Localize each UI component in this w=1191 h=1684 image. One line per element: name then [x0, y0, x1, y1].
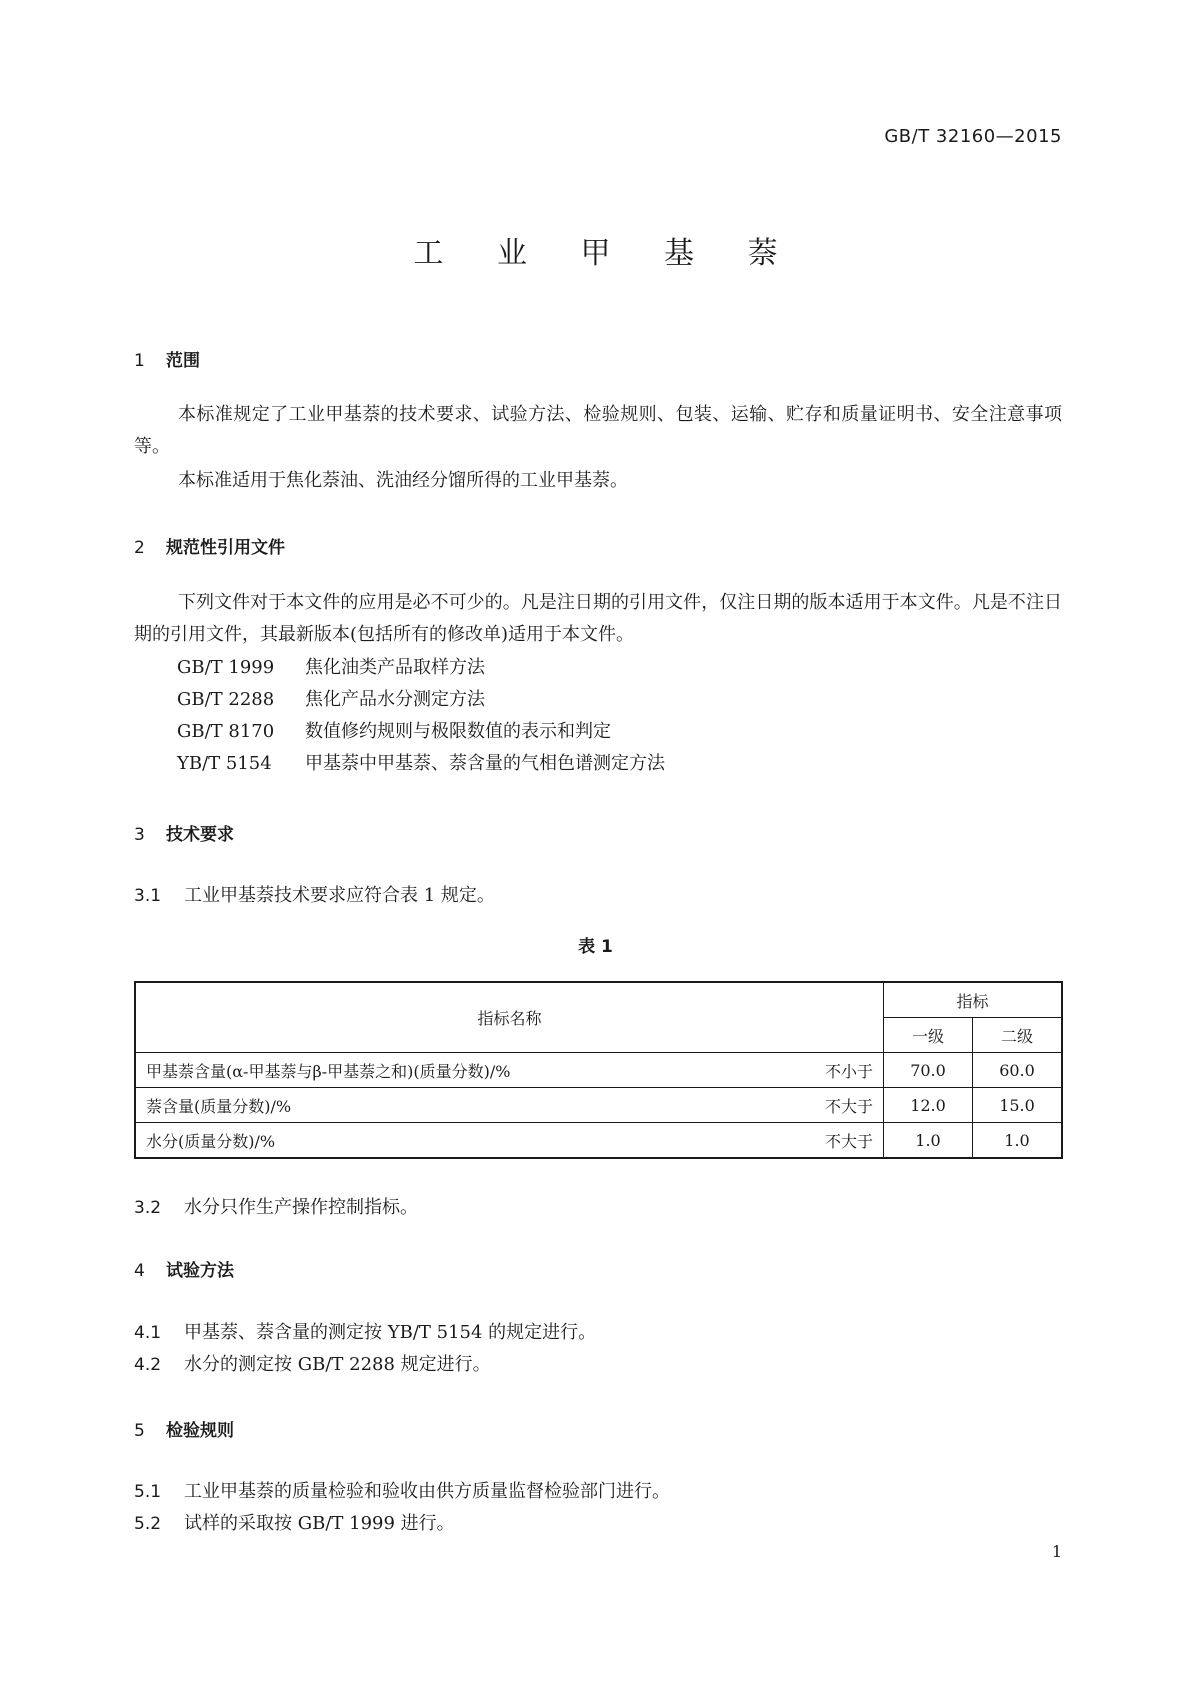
column-header-group: 指标 — [884, 982, 1063, 1018]
indicator-limit: 不大于 — [824, 1131, 873, 1151]
indicator-name-cell — [135, 1123, 884, 1159]
grade-2-value: 15.0 — [973, 1088, 1063, 1123]
clause-number: 5.2 — [134, 1514, 162, 1534]
clause-4-1 — [134, 1318, 596, 1344]
indicator-name: 水分(质量分数)/% — [146, 1131, 276, 1151]
clause-text: 工业甲基萘技术要求应符合表 1 规定。 — [184, 885, 495, 906]
section-3-heading — [134, 820, 234, 845]
section-number: 4 — [134, 1261, 145, 1281]
indicator-limit: 不大于 — [824, 1096, 873, 1116]
table-row — [135, 1088, 1062, 1123]
reference-code: YB/T 5154 — [177, 753, 272, 774]
section-title: 技术要求 — [166, 825, 234, 845]
reference-code: GB/T 8170 — [177, 721, 275, 742]
clause-number: 4.2 — [134, 1355, 162, 1375]
standard-number: GB/T 32160—2015 — [884, 126, 1062, 147]
reference-code: GB/T 2288 — [177, 689, 275, 710]
section-title: 规范性引用文件 — [166, 538, 285, 558]
reference-title: 焦化油类产品取样方法 — [305, 657, 485, 678]
grade-1-value: 12.0 — [884, 1088, 973, 1123]
section-5-heading — [134, 1416, 234, 1441]
grade-2-value: 1.0 — [973, 1123, 1063, 1159]
clause-number: 4.1 — [134, 1323, 162, 1343]
reference-item — [177, 748, 665, 780]
section-title: 试验方法 — [166, 1261, 234, 1281]
clause-5-1 — [134, 1477, 670, 1503]
clause-text: 水分的测定按 GB/T 2288 规定进行。 — [184, 1354, 491, 1375]
clause-text: 工业甲基萘的质量检验和验收由供方质量监督检验部门进行。 — [184, 1481, 670, 1502]
section-number: 2 — [134, 538, 145, 558]
column-header-name: 指标名称 — [135, 982, 884, 1053]
reference-title: 焦化产品水分测定方法 — [305, 689, 485, 710]
indicator-name: 甲基萘含量(α-甲基萘与β-甲基萘之和)(质量分数)/% — [146, 1061, 511, 1081]
clause-number: 5.1 — [134, 1482, 162, 1502]
column-header-grade-2: 二级 — [973, 1018, 1063, 1053]
reference-item — [177, 716, 611, 748]
section-1-heading — [134, 346, 200, 371]
reference-title: 数值修约规则与极限数值的表示和判定 — [305, 721, 611, 742]
column-header-grade-1: 一级 — [884, 1018, 973, 1053]
section-4-heading — [134, 1256, 234, 1281]
section-number: 1 — [134, 351, 145, 371]
page-number: 1 — [1051, 1542, 1062, 1561]
grade-2-value: 60.0 — [973, 1053, 1063, 1088]
clause-3-2 — [134, 1193, 418, 1219]
document-title: 工 业 甲 基 萘 — [413, 236, 800, 271]
reference-title: 甲基萘中甲基萘、萘含量的气相色谱测定方法 — [305, 753, 665, 774]
indicator-name: 萘含量(质量分数)/% — [146, 1096, 292, 1116]
section-2-heading — [134, 533, 285, 558]
reference-item — [177, 684, 485, 716]
indicator-name-cell — [135, 1088, 884, 1123]
table-row — [135, 1123, 1062, 1159]
reference-code: GB/T 1999 — [177, 657, 275, 678]
clause-text: 试样的采取按 GB/T 1999 进行。 — [184, 1513, 455, 1534]
clause-4-2 — [134, 1350, 491, 1376]
section-number: 3 — [134, 825, 145, 845]
section-number: 5 — [134, 1421, 145, 1441]
section-title: 范围 — [166, 351, 200, 371]
clause-number: 3.1 — [134, 886, 162, 906]
grade-1-value: 70.0 — [884, 1053, 973, 1088]
clause-5-2 — [134, 1509, 455, 1535]
indicator-limit: 不小于 — [824, 1061, 873, 1081]
section-2-paragraph-1: 下列文件对于本文件的应用是必不可少的。凡是注日期的引用文件，仅注日期的版本适用于本文件。凡是不注日期的引用文件，其最新版本(包括所有的修改单)适用于本文件。 — [134, 592, 1062, 645]
clause-text: 水分只作生产操作控制指标。 — [184, 1197, 418, 1218]
section-1-paragraph-1: 本标准规定了工业甲基萘的技术要求、试验方法、检验规则、包装、运输、贮存和质量证明书、安全注意事项等。 — [134, 404, 1062, 457]
table-caption: 表 1 — [578, 937, 613, 957]
clause-3-1 — [134, 881, 495, 907]
specification-table — [134, 981, 1063, 1159]
clause-text: 甲基萘、萘含量的测定按 YB/T 5154 的规定进行。 — [184, 1322, 597, 1343]
grade-1-value: 1.0 — [884, 1123, 973, 1159]
section-1-paragraph-2: 本标准适用于焦化萘油、洗油经分馏所得的工业甲基萘。 — [178, 470, 628, 491]
table-row — [135, 1053, 1062, 1088]
section-title: 检验规则 — [166, 1421, 234, 1441]
clause-number: 3.2 — [134, 1198, 162, 1218]
indicator-name-cell — [135, 1053, 884, 1088]
reference-item — [177, 652, 485, 684]
